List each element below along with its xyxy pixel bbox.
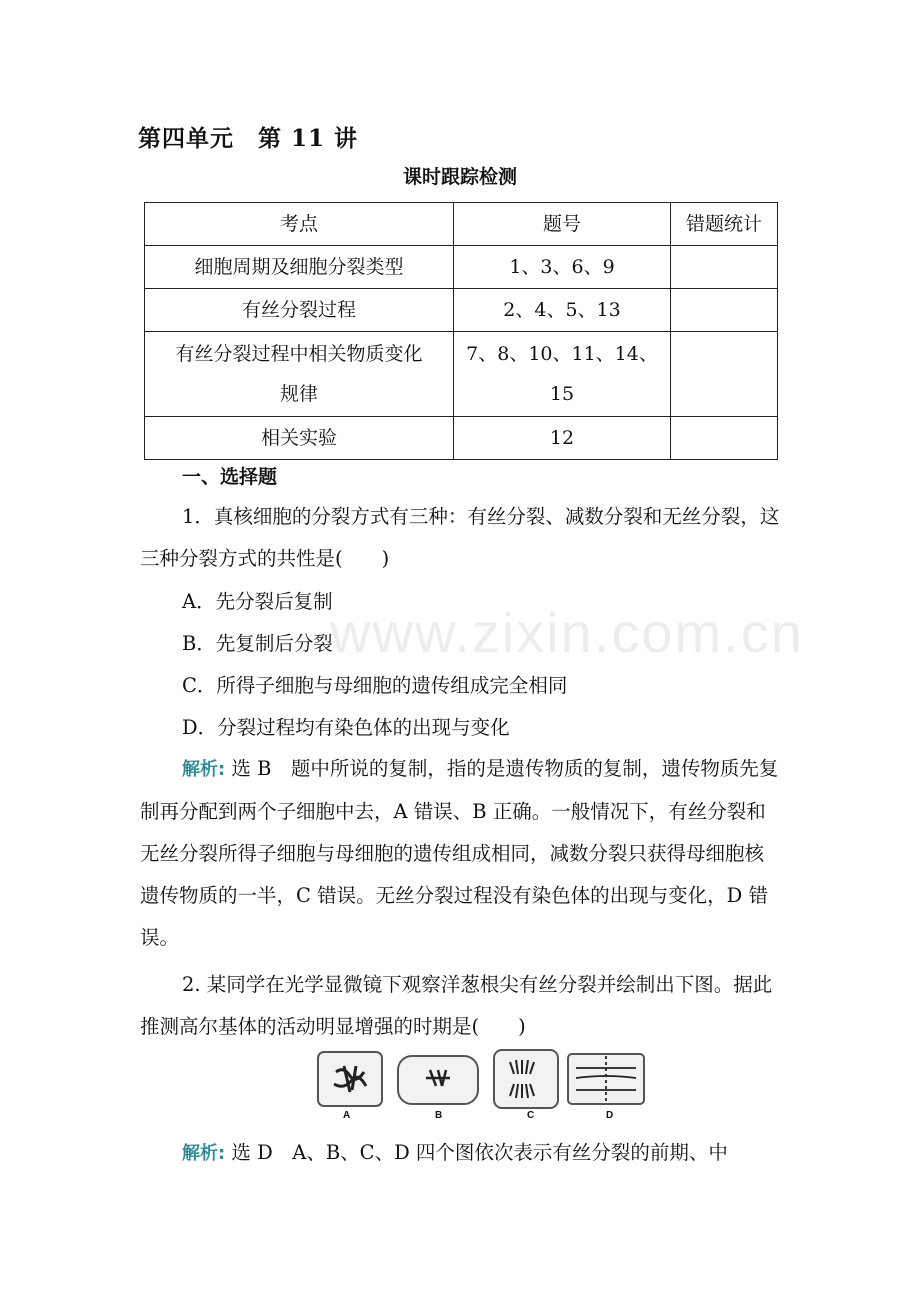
figure-label-b: B [435, 1110, 443, 1121]
cell-figure-a [316, 1048, 384, 1110]
table-cell-topic: 有丝分裂过程 [145, 289, 454, 332]
table-cell-nums: 1、3、6、9 [454, 246, 671, 289]
table-cell-topic: 细胞周期及细胞分裂类型 [145, 246, 454, 289]
analysis-text: 选 D A、B、C、D 四个图依次表示有丝分裂的前期、中 [225, 1141, 728, 1164]
page-subtitle: 课时跟踪检测 [402, 166, 517, 188]
table-cell-wrong [671, 332, 778, 417]
cell-figure-d [566, 1048, 646, 1108]
figure-label-d: D [606, 1110, 614, 1121]
table-cell-nums: 7、8、10、11、14、15 [454, 332, 671, 417]
table-cell-wrong [671, 289, 778, 332]
section-title: 一、选择题 [182, 466, 278, 488]
cell-figure-b [396, 1048, 480, 1110]
table-cell-wrong [671, 417, 778, 460]
question-1-stem: 1．真核细胞的分裂方式有三种：有丝分裂、减数分裂和无丝分裂，这三种分裂方式的共性是( ) [140, 505, 780, 570]
table-cell-nums: 2、4、5、13 [454, 289, 671, 332]
table-cell-topic [145, 332, 454, 417]
table-row [145, 289, 778, 332]
table-header-cell: 题号 [454, 203, 671, 246]
table-header-row [145, 203, 778, 246]
cell-figure-c [492, 1048, 560, 1112]
figure-label-a: A [343, 1110, 351, 1121]
topic-table [144, 202, 778, 460]
analysis-label: 解析: [182, 759, 226, 780]
topic-line: 规律 [279, 383, 318, 405]
table-cell-topic: 相关实验 [145, 417, 454, 460]
q1-option-c: C．所得子细胞与母细胞的遗传组成完全相同 [182, 674, 568, 697]
table-row [145, 246, 778, 289]
topic-line: 有丝分裂过程中相关物质变化 [175, 343, 423, 365]
analysis-text: 选 B 题中所说的复制，指的是遗传物质的复制，遗传物质先复制再分配到两个子细胞中去，A 错误、B 正确。一般情况下，有丝分裂和无丝分裂所得子细胞与母细胞的遗传组成相同，减数分裂只获得母细胞核遗传物质的一半，C 错误。无丝分裂过程没有染色体的出现与变化，D 错误。 [140, 757, 779, 949]
table-row [145, 332, 778, 417]
table-row [145, 417, 778, 460]
table-header-cell: 考点 [145, 203, 454, 246]
q1-option-d: D．分裂过程均有染色体的出现与变化 [182, 716, 510, 739]
table-cell-wrong [671, 246, 778, 289]
q1-analysis [140, 748, 782, 959]
table-cell-nums: 12 [454, 417, 671, 460]
q2-analysis [140, 1132, 782, 1175]
watermark: www.zixin.com.cn [330, 601, 804, 664]
analysis-label: 解析: [182, 1143, 226, 1164]
question-2-stem: 2. 某同学在光学显微镜下观察洋葱根尖有丝分裂并绘制出下图。据此推测高尔基体的活动明显增强的时期是( ) [140, 973, 773, 1038]
unit-heading: 第四单元 第 11 讲 [138, 125, 359, 152]
q1-option-a: A．先分裂后复制 [182, 590, 333, 613]
table-header-cell: 错题统计 [671, 203, 778, 246]
figure-label-c: C [527, 1110, 535, 1121]
q1-option-b: B．先复制后分裂 [182, 632, 333, 655]
